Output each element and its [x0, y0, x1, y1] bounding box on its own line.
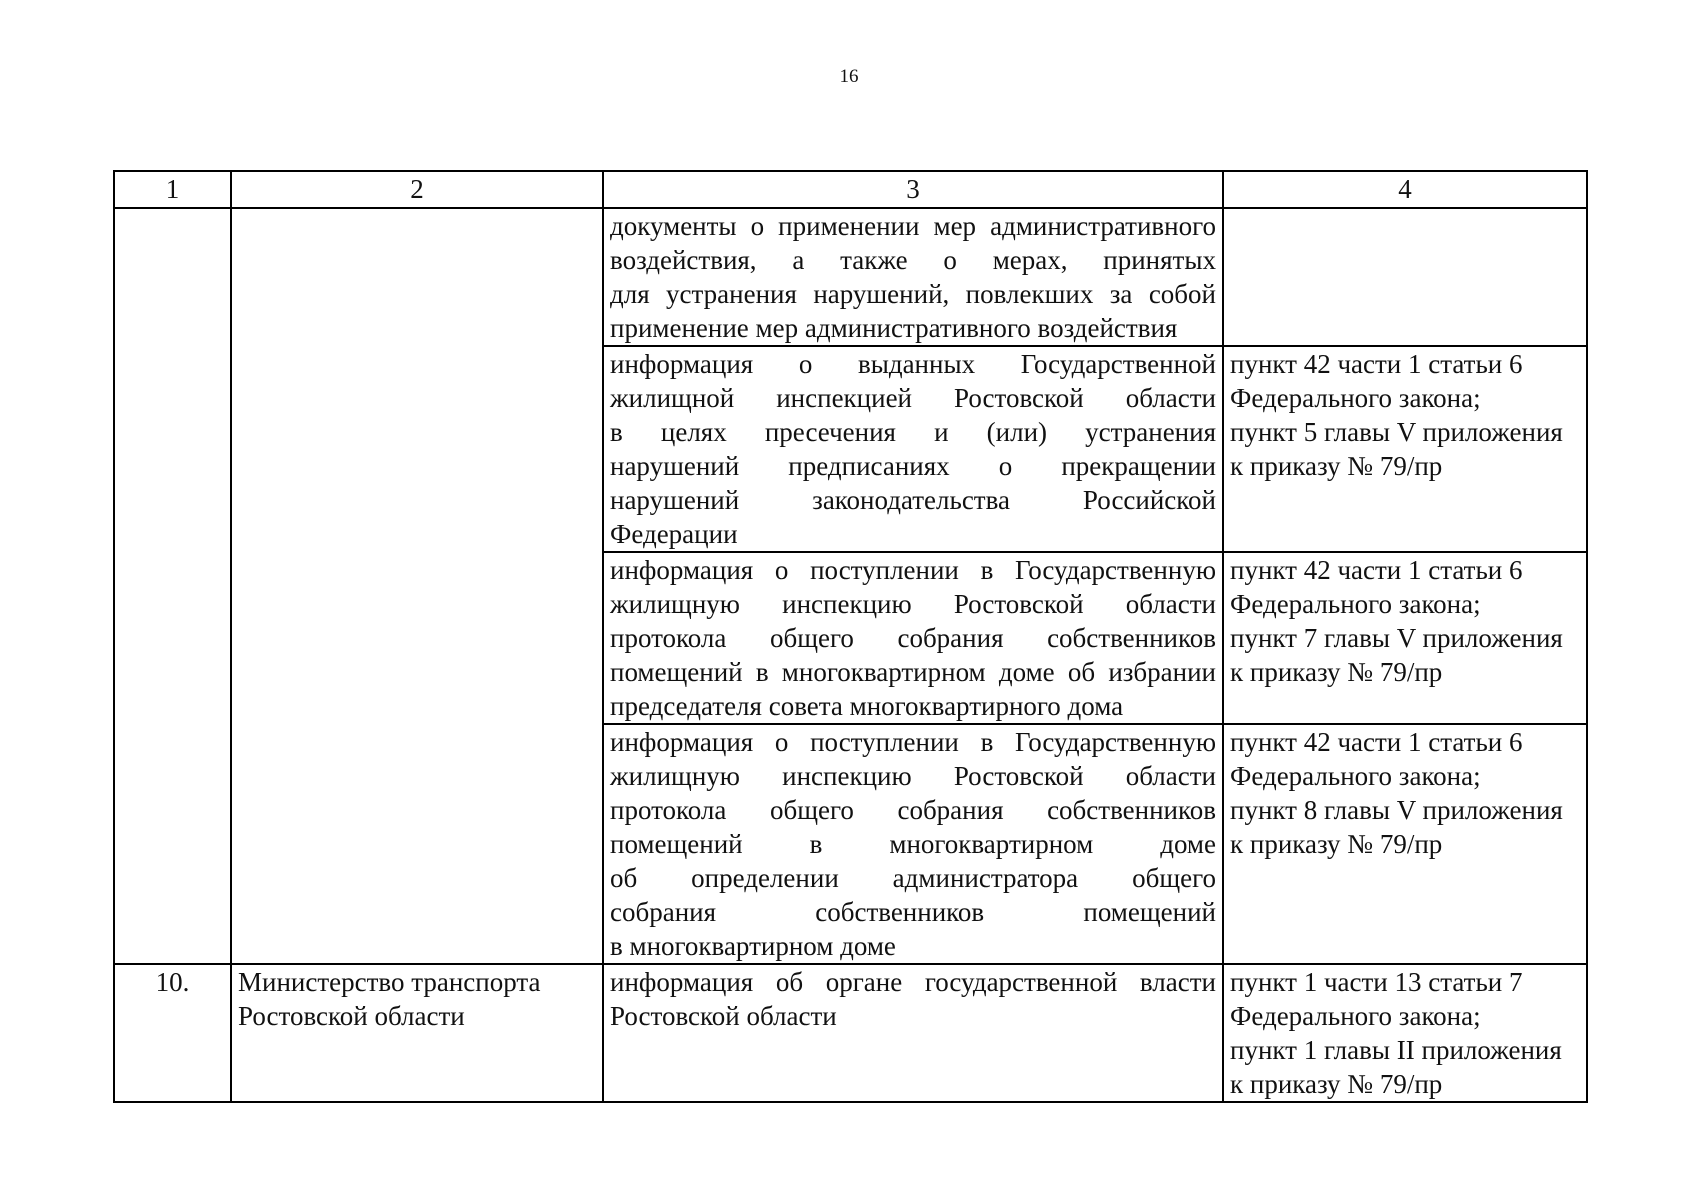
- table-row: [114, 208, 1587, 346]
- info-line: информация об органе государственной власти: [610, 967, 1216, 997]
- info-line: помещений в многоквартирном доме: [610, 829, 1216, 859]
- info-line: помещений в многоквартирном доме об избрании: [610, 657, 1216, 687]
- info-line: информация о выданных Государственной: [610, 349, 1216, 379]
- information-cell: [603, 208, 1223, 346]
- info-line: информация о поступлении в Государственную: [610, 555, 1216, 585]
- basis-line: Федерального закона;: [1230, 383, 1481, 413]
- info-line: документы о применении мер административного: [610, 211, 1216, 241]
- info-line: председателя совета многоквартирного дома: [610, 691, 1124, 721]
- column-header-1: 1: [114, 171, 231, 208]
- info-line: жилищную инспекцию Ростовской области: [610, 761, 1216, 791]
- info-line: протокола общего собрания собственников: [610, 795, 1216, 825]
- basis-line: пункт 42 части 1 статьи 6: [1230, 349, 1523, 379]
- info-line: в целях пресечения и (или) устранения: [610, 417, 1216, 447]
- column-header-3: 3: [603, 171, 1223, 208]
- info-line: нарушений предписаниях о прекращении: [610, 451, 1216, 481]
- info-line: Ростовской области: [610, 1001, 837, 1031]
- organization-cell: [231, 208, 603, 964]
- basis-line: Федерального закона;: [1230, 1001, 1481, 1031]
- basis-line: к приказу № 79/пр: [1230, 451, 1443, 481]
- legal-basis-cell: [1223, 552, 1587, 724]
- table-row: [114, 964, 1587, 1102]
- basis-line: Федерального закона;: [1230, 589, 1481, 619]
- info-line: воздействия, а также о мерах, принятых: [610, 245, 1216, 275]
- basis-line: пункт 1 главы II приложения: [1230, 1035, 1562, 1065]
- basis-line: к приказу № 79/пр: [1230, 1069, 1443, 1099]
- info-line: об определении администратора общего: [610, 863, 1216, 893]
- column-header-2: 2: [231, 171, 603, 208]
- column-header-4: 4: [1223, 171, 1587, 208]
- info-line: нарушений законодательства Российской: [610, 485, 1216, 515]
- basis-line: пункт 42 части 1 статьи 6: [1230, 727, 1523, 757]
- legal-basis-cell: [1223, 724, 1587, 964]
- info-line: для устранения нарушений, повлекших за собой: [610, 279, 1216, 309]
- info-line: в многоквартирном доме: [610, 931, 896, 961]
- information-cell: [603, 346, 1223, 552]
- information-cell: [603, 964, 1223, 1102]
- basis-line: пункт 5 главы V приложения: [1230, 417, 1563, 447]
- info-line: Федерации: [610, 519, 738, 549]
- basis-line: пункт 7 главы V приложения: [1230, 623, 1563, 653]
- row-number-cell: 10.: [114, 964, 231, 1102]
- table-header-row: [114, 171, 1587, 208]
- basis-line: пункт 8 главы V приложения: [1230, 795, 1563, 825]
- information-cell: [603, 724, 1223, 964]
- info-line: жилищную инспекцию Ростовской области: [610, 589, 1216, 619]
- basis-line: к приказу № 79/пр: [1230, 657, 1443, 687]
- legal-basis-cell: [1223, 346, 1587, 552]
- info-line: жилищной инспекцией Ростовской области: [610, 383, 1216, 413]
- basis-line: Федерального закона;: [1230, 761, 1481, 791]
- legal-basis-cell: [1223, 964, 1587, 1102]
- info-line: информация о поступлении в Государственную: [610, 727, 1216, 757]
- info-line: собрания собственников помещений: [610, 897, 1216, 927]
- basis-line: к приказу № 79/пр: [1230, 829, 1443, 859]
- document-table: [113, 170, 1588, 1103]
- information-cell: [603, 552, 1223, 724]
- info-line: протокола общего собрания собственников: [610, 623, 1216, 653]
- organization-cell: Министерство транспорта Ростовской области: [231, 964, 603, 1102]
- basis-line: пункт 42 части 1 статьи 6: [1230, 555, 1523, 585]
- info-line: применение мер административного воздействия: [610, 313, 1178, 343]
- basis-line: пункт 1 части 13 статьи 7: [1230, 967, 1523, 997]
- legal-basis-cell: [1223, 208, 1587, 346]
- page-number: 16: [839, 66, 859, 87]
- row-number-cell: [114, 208, 231, 964]
